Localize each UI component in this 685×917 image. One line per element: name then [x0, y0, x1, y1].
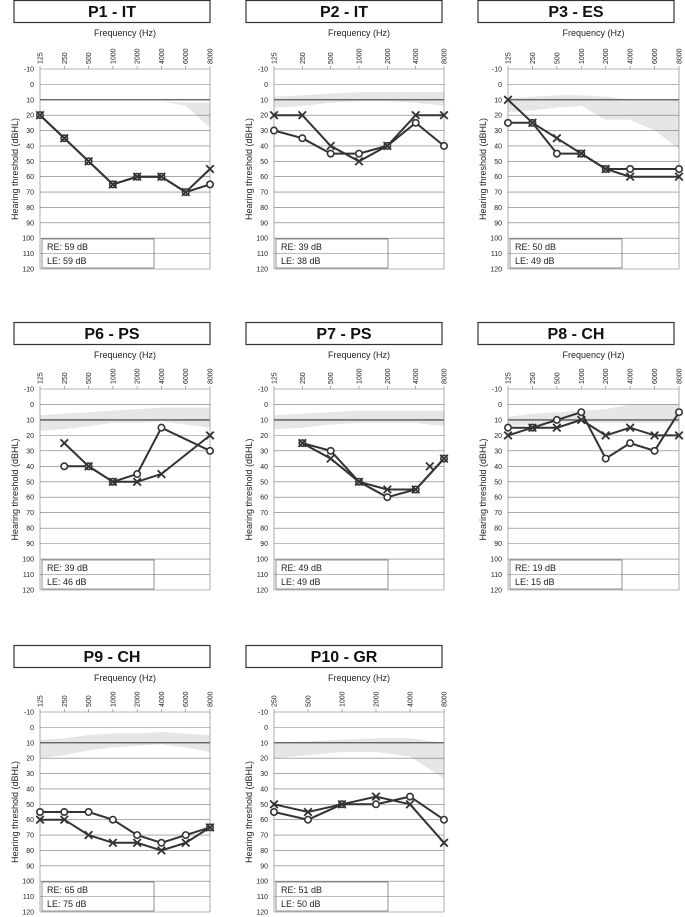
left-ear-pta: LE: 46 dB	[47, 577, 87, 587]
y-tick-label: 10	[26, 97, 34, 105]
x-tick-label: 2000	[373, 691, 381, 707]
y-tick-label: 40	[494, 463, 502, 471]
right-ear-point	[627, 440, 633, 446]
y-tick-label: 30	[260, 128, 268, 136]
y-tick-label: 90	[260, 220, 268, 228]
y-tick-label: 0	[30, 81, 34, 89]
y-tick-label: 30	[26, 771, 34, 779]
normal-range-band	[40, 732, 210, 758]
right-ear-point	[384, 494, 390, 500]
x-tick-label: 4000	[413, 48, 421, 64]
y-tick-label: 0	[264, 724, 268, 732]
x-tick-label: 250	[61, 695, 69, 707]
left-ear-pta: LE: 50 dB	[281, 899, 321, 909]
right-ear-point	[37, 809, 43, 815]
right-ear-point	[327, 448, 333, 454]
audiogram-panel	[10, 646, 215, 917]
y-tick-label: 100	[22, 878, 34, 886]
left-ear-pta: LE: 38 dB	[281, 256, 321, 266]
x-axis-label: Frequency (Hz)	[562, 28, 625, 38]
y-tick-label: 110	[490, 251, 502, 259]
x-tick-label: 125	[271, 52, 279, 64]
y-tick-label: 80	[26, 525, 34, 533]
y-tick-label: 90	[260, 863, 268, 871]
y-tick-label: 70	[494, 510, 502, 518]
x-tick-label: 500	[305, 695, 313, 707]
y-tick-label: 70	[494, 189, 502, 197]
right-ear-point	[412, 120, 418, 126]
y-tick-label: 80	[260, 204, 268, 212]
left-ear-point	[60, 439, 68, 447]
right-ear-point	[305, 816, 311, 822]
x-tick-label: 2000	[134, 691, 142, 707]
x-tick-label: 8000	[676, 48, 684, 64]
y-tick-label: 70	[260, 510, 268, 518]
audiogram-panel	[478, 1, 684, 274]
x-tick-label: 2000	[384, 368, 392, 384]
y-tick-label: 60	[494, 494, 502, 502]
right-ear-line	[302, 443, 444, 497]
y-tick-label: 40	[26, 143, 34, 151]
right-ear-point	[651, 448, 657, 454]
right-ear-pta: RE: 50 dB	[515, 242, 557, 252]
y-tick-label: 80	[494, 525, 502, 533]
right-ear-point	[61, 809, 67, 815]
y-tick-label: 50	[260, 801, 268, 809]
audiogram-panel	[244, 646, 449, 917]
x-tick-label: 1000	[578, 368, 586, 384]
y-axis-label: Hearing threshold (dBHL)	[244, 117, 254, 221]
y-tick-label: -10	[491, 66, 502, 74]
y-tick-label: 40	[260, 463, 268, 471]
right-ear-point	[61, 463, 67, 469]
x-tick-label: 500	[554, 52, 562, 64]
y-tick-label: 60	[26, 494, 34, 502]
y-tick-label: 50	[26, 158, 34, 166]
right-ear-point	[299, 135, 305, 141]
x-tick-label: 6000	[652, 48, 660, 64]
y-tick-label: 30	[260, 448, 268, 456]
right-ear-pta: RE: 39 dB	[281, 242, 323, 252]
y-tick-label: 0	[30, 724, 34, 732]
y-tick-label: 110	[22, 894, 34, 902]
x-axis-label: Frequency (Hz)	[562, 350, 625, 360]
x-tick-label: 6000	[652, 368, 660, 384]
x-tick-label: 6000	[183, 368, 191, 384]
x-tick-label: 250	[299, 372, 307, 384]
x-tick-label: 4000	[158, 368, 166, 384]
left-ear-pta: LE: 75 dB	[47, 899, 87, 909]
y-tick-label: 0	[30, 401, 34, 409]
x-tick-label: 250	[271, 695, 279, 707]
x-tick-label: 500	[86, 52, 94, 64]
left-ear-pta: LE: 49 dB	[515, 256, 555, 266]
y-tick-label: 0	[498, 81, 502, 89]
x-tick-label: 250	[529, 372, 537, 384]
x-tick-label: 125	[37, 695, 45, 707]
y-tick-label: 20	[494, 112, 502, 120]
y-tick-label: 90	[494, 220, 502, 228]
y-tick-label: 120	[22, 587, 34, 595]
y-tick-label: 30	[494, 128, 502, 136]
right-ear-point	[158, 840, 164, 846]
right-ear-pta: RE: 39 dB	[47, 563, 89, 573]
right-ear-point	[134, 471, 140, 477]
y-tick-label: 80	[494, 204, 502, 212]
x-axis-label: Frequency (Hz)	[93, 673, 157, 683]
y-axis-label: Hearing threshold (dBHL)	[478, 117, 488, 221]
y-tick-label: 10	[494, 417, 502, 425]
y-tick-label: -10	[23, 386, 34, 394]
y-tick-label: 100	[256, 878, 268, 886]
audiogram-panel	[478, 323, 684, 595]
x-tick-label: 125	[37, 372, 45, 384]
left-ear-pta: LE: 59 dB	[47, 256, 87, 266]
audiogram-panel	[10, 1, 215, 274]
x-tick-label: 4000	[627, 368, 635, 384]
x-tick-label: 250	[529, 52, 537, 64]
x-axis-label: Frequency (Hz)	[93, 28, 157, 38]
y-tick-label: 60	[26, 174, 34, 182]
y-tick-label: 40	[260, 143, 268, 151]
audiogram-panel	[244, 323, 449, 595]
x-axis-label: Frequency (Hz)	[93, 350, 157, 360]
normal-range-band	[40, 101, 210, 127]
x-tick-label: 8000	[207, 48, 215, 64]
x-tick-label: 500	[328, 372, 336, 384]
y-tick-label: 60	[494, 174, 502, 182]
x-tick-label: 8000	[441, 368, 449, 384]
y-tick-label: 110	[22, 572, 34, 580]
y-tick-label: 100	[256, 235, 268, 243]
y-tick-label: 10	[494, 97, 502, 105]
x-tick-label: 4000	[627, 48, 635, 64]
right-ear-point	[110, 816, 116, 822]
y-tick-label: 10	[260, 97, 268, 105]
x-tick-label: 2000	[134, 48, 142, 64]
panel-title: P2 - IT	[319, 4, 369, 21]
y-axis-label: Hearing threshold (dBHL)	[10, 438, 20, 541]
right-ear-pta: RE: 19 dB	[515, 563, 557, 573]
y-tick-label: 120	[256, 266, 268, 274]
right-ear-point	[603, 455, 609, 461]
right-ear-point	[554, 150, 560, 156]
x-tick-label: 1000	[356, 48, 364, 64]
right-ear-point	[627, 166, 633, 172]
y-tick-label: 100	[490, 235, 502, 243]
left-ear-point	[327, 455, 335, 463]
y-tick-label: 10	[260, 417, 268, 425]
y-tick-label: 20	[494, 432, 502, 440]
y-tick-label: 110	[490, 572, 502, 580]
right-ear-pta: RE: 59 dB	[47, 242, 89, 252]
y-tick-label: 120	[490, 587, 502, 595]
y-tick-label: 100	[256, 556, 268, 564]
right-ear-point	[373, 801, 379, 807]
x-axis-label: Frequency (Hz)	[327, 673, 391, 683]
y-tick-label: 60	[260, 494, 268, 502]
x-tick-label: 2000	[384, 48, 392, 64]
y-tick-label: 0	[264, 401, 268, 409]
y-tick-label: 50	[260, 158, 268, 166]
right-ear-point	[271, 127, 277, 133]
right-ear-point	[207, 448, 213, 454]
left-ear-line	[40, 115, 210, 192]
right-ear-point	[85, 809, 91, 815]
y-tick-label: 90	[26, 863, 34, 871]
y-tick-label: 30	[26, 128, 34, 136]
panel-title: P1 - IT	[87, 4, 137, 21]
y-tick-label: 20	[26, 755, 34, 763]
y-tick-label: 90	[26, 220, 34, 228]
right-ear-point	[505, 424, 511, 430]
panel-title: P8 - CH	[547, 326, 605, 343]
x-tick-label: 250	[61, 52, 69, 64]
y-tick-label: 60	[260, 174, 268, 182]
y-tick-label: 50	[260, 479, 268, 487]
y-tick-label: 80	[26, 847, 34, 855]
y-tick-label: 30	[494, 448, 502, 456]
x-tick-label: 250	[61, 372, 69, 384]
y-tick-label: 10	[26, 740, 34, 748]
right-ear-point	[407, 793, 413, 799]
y-tick-label: 20	[26, 432, 34, 440]
y-tick-label: 80	[260, 525, 268, 533]
y-tick-label: 80	[260, 847, 268, 855]
y-tick-label: 120	[256, 909, 268, 917]
y-tick-label: -10	[257, 66, 268, 74]
y-tick-label: 90	[26, 541, 34, 549]
y-tick-label: 10	[260, 740, 268, 748]
x-tick-label: 1000	[110, 691, 118, 707]
x-axis-label: Frequency (Hz)	[327, 350, 391, 360]
y-tick-label: 120	[490, 266, 502, 274]
right-ear-pta: RE: 51 dB	[281, 885, 323, 895]
y-tick-label: 70	[260, 189, 268, 197]
x-tick-label: 6000	[183, 691, 191, 707]
x-tick-label: 6000	[183, 48, 191, 64]
x-tick-label: 125	[505, 52, 513, 64]
audiogram-panel	[10, 323, 215, 595]
right-ear-point	[183, 832, 189, 838]
panel-title: P7 - PS	[316, 326, 372, 343]
left-ear-point	[553, 134, 561, 142]
x-tick-label: 4000	[158, 691, 166, 707]
left-ear-pta: LE: 15 dB	[515, 577, 555, 587]
x-tick-label: 1000	[578, 48, 586, 64]
x-tick-label: 500	[86, 695, 94, 707]
y-axis-label: Hearing threshold (dBHL)	[244, 438, 254, 541]
y-tick-label: 100	[22, 556, 34, 564]
x-tick-label: 500	[86, 372, 94, 384]
y-tick-label: 30	[260, 771, 268, 779]
x-tick-label: 4000	[407, 691, 415, 707]
y-tick-label: 110	[256, 251, 268, 259]
y-tick-label: 10	[26, 417, 34, 425]
y-tick-label: -10	[257, 386, 268, 394]
y-axis-label: Hearing threshold (dBHL)	[10, 117, 20, 221]
y-tick-label: -10	[23, 709, 34, 717]
x-tick-label: 8000	[207, 691, 215, 707]
x-tick-label: 8000	[676, 368, 684, 384]
y-tick-label: 40	[260, 786, 268, 794]
y-axis-label: Hearing threshold (dBHL)	[244, 760, 254, 864]
y-tick-label: 60	[26, 817, 34, 825]
x-tick-label: 4000	[413, 368, 421, 384]
y-tick-label: 20	[260, 755, 268, 763]
panel-title: P3 - ES	[548, 4, 604, 21]
right-ear-point	[554, 417, 560, 423]
x-tick-label: 1000	[356, 368, 364, 384]
right-ear-point	[505, 120, 511, 126]
right-ear-point	[271, 809, 277, 815]
right-ear-point	[356, 150, 362, 156]
y-tick-label: 50	[26, 479, 34, 487]
y-tick-label: 0	[264, 81, 268, 89]
right-ear-point	[327, 150, 333, 156]
y-tick-label: 70	[26, 832, 34, 840]
x-tick-label: 125	[37, 52, 45, 64]
y-tick-label: 40	[494, 143, 502, 151]
x-tick-label: 1000	[110, 48, 118, 64]
right-ear-point	[676, 409, 682, 415]
audiogram-panel	[244, 1, 449, 274]
right-ear-point	[158, 424, 164, 430]
y-tick-label: 110	[256, 572, 268, 580]
right-ear-point	[676, 166, 682, 172]
normal-range-band	[508, 405, 679, 427]
x-tick-label: 250	[299, 52, 307, 64]
x-tick-label: 8000	[441, 48, 449, 64]
panel-title: P10 - GR	[310, 649, 378, 666]
y-tick-label: -10	[257, 709, 268, 717]
y-tick-label: -10	[491, 386, 502, 394]
x-tick-label: 2000	[134, 368, 142, 384]
right-ear-point	[441, 816, 447, 822]
right-ear-point	[578, 409, 584, 415]
y-tick-label: 0	[498, 401, 502, 409]
y-tick-label: 90	[260, 541, 268, 549]
x-tick-label: 125	[271, 372, 279, 384]
x-tick-label: 2000	[603, 48, 611, 64]
y-tick-label: 100	[490, 556, 502, 564]
right-ear-point	[134, 832, 140, 838]
y-tick-label: 110	[256, 894, 268, 902]
right-ear-pta: RE: 49 dB	[281, 563, 323, 573]
panel-title: P6 - PS	[84, 326, 140, 343]
y-axis-label: Hearing threshold (dBHL)	[10, 760, 20, 864]
x-tick-label: 2000	[603, 368, 611, 384]
x-tick-label: 4000	[158, 48, 166, 64]
y-tick-label: 20	[260, 112, 268, 120]
y-tick-label: 120	[256, 587, 268, 595]
left-ear-pta: LE: 49 dB	[281, 577, 321, 587]
y-tick-label: 60	[260, 817, 268, 825]
y-tick-label: 20	[26, 112, 34, 120]
x-tick-label: 125	[505, 372, 513, 384]
right-ear-point	[207, 181, 213, 187]
y-tick-label: 80	[26, 204, 34, 212]
x-axis-label: Frequency (Hz)	[327, 28, 391, 38]
right-ear-point	[441, 143, 447, 149]
x-tick-label: 1000	[339, 691, 347, 707]
y-tick-label: -10	[23, 66, 34, 74]
x-tick-label: 8000	[441, 691, 449, 707]
x-tick-label: 500	[328, 52, 336, 64]
y-tick-label: 50	[494, 158, 502, 166]
y-tick-label: 70	[26, 510, 34, 518]
y-tick-label: 70	[260, 832, 268, 840]
y-tick-label: 120	[22, 909, 34, 917]
normal-range-band	[40, 408, 210, 431]
y-tick-label: 100	[22, 235, 34, 243]
x-tick-label: 500	[554, 372, 562, 384]
y-tick-label: 70	[26, 189, 34, 197]
y-axis-label: Hearing threshold (dBHL)	[478, 438, 488, 541]
y-tick-label: 110	[22, 251, 34, 259]
y-tick-label: 30	[26, 448, 34, 456]
x-tick-label: 1000	[110, 368, 118, 384]
y-tick-label: 120	[22, 266, 34, 274]
x-tick-label: 8000	[207, 368, 215, 384]
y-tick-label: 90	[494, 541, 502, 549]
y-tick-label: 40	[26, 786, 34, 794]
y-tick-label: 50	[26, 801, 34, 809]
right-ear-pta: RE: 65 dB	[47, 885, 89, 895]
panel-title: P9 - CH	[83, 649, 141, 666]
y-tick-label: 20	[260, 432, 268, 440]
y-tick-label: 40	[26, 463, 34, 471]
y-tick-label: 50	[494, 479, 502, 487]
